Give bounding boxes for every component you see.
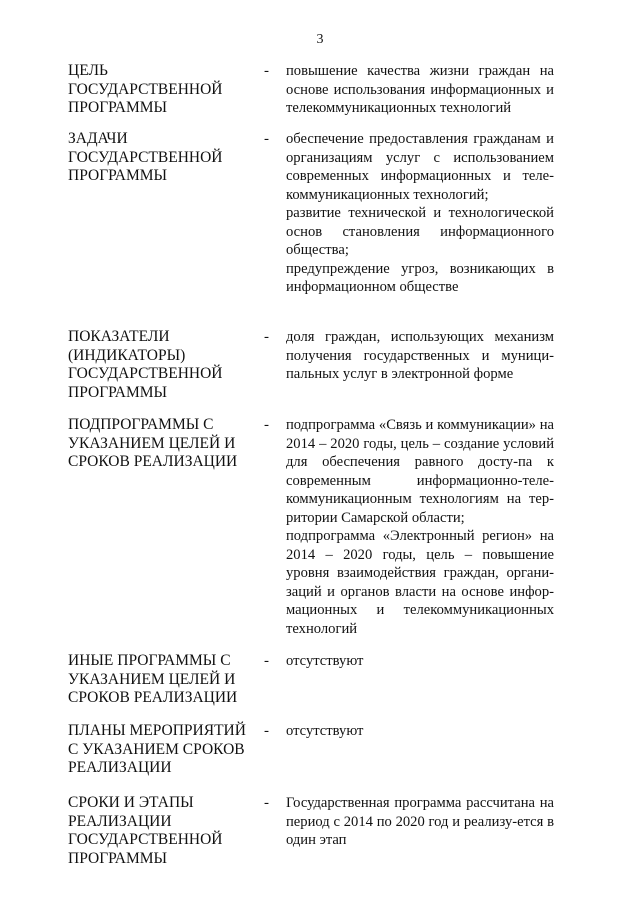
- section-paragraph: развитие технической и технологической основ становления информационного общества;: [286, 205, 554, 258]
- section-text: [286, 652, 554, 671]
- section-dash: -: [264, 723, 269, 739]
- section-text: [286, 416, 554, 638]
- section-paragraph: доля граждан, использующих механизм получения государственных и муници-пальных услуг в электронной форме: [286, 329, 554, 382]
- section-text: [286, 722, 554, 741]
- section-label: ПОКАЗАТЕЛИ (ИНДИКАТОРЫ) ГОСУДАРСТВЕННОЙ ПРОГРАММЫ: [68, 328, 223, 401]
- section-dash: -: [264, 417, 269, 433]
- section-label: ИНЫЕ ПРОГРАММЫ С УКАЗАНИЕМ ЦЕЛЕЙ И СРОКОВ РЕАЛИЗАЦИИ: [68, 652, 238, 706]
- section-text: [286, 62, 554, 118]
- section-label: ПЛАНЫ МЕРОПРИЯТИЙ С УКАЗАНИЕМ СРОКОВ РЕАЛИЗАЦИИ: [68, 722, 246, 776]
- section-paragraph: подпрограмма «Связь и коммуникации» на 2014 – 2020 годы, цель – создание условий для обеспечения равного досту-па к современным информационно-теле-коммуникационным технологиям на тер-ритории Самарской области;: [286, 417, 554, 526]
- section-dash: -: [264, 795, 269, 811]
- section-paragraph: предупреждение угроз, возникающих в информационном обществе: [286, 260, 554, 295]
- section-text: [286, 794, 554, 850]
- section-label: ПОДПРОГРАММЫ С УКАЗАНИЕМ ЦЕЛЕЙ И СРОКОВ РЕАЛИЗАЦИИ: [68, 416, 238, 470]
- section-paragraph: обеспечение предоставления гражданам и организациям услуг с использованием современных информационных и теле-коммуникационных технологий;: [286, 131, 554, 203]
- section-dash: -: [264, 63, 269, 79]
- section-text: [286, 130, 554, 297]
- section-paragraph: Государственная программа рассчитана на период с 2014 по 2020 год и реализу-ется в один этап: [286, 795, 554, 848]
- section-label: ЦЕЛЬ ГОСУДАРСТВЕННОЙ ПРОГРАММЫ: [68, 62, 223, 116]
- section-paragraph: отсутствуют: [286, 723, 364, 739]
- section-text: [286, 328, 554, 384]
- section-paragraph: отсутствуют: [286, 653, 364, 669]
- section-paragraph: повышение качества жизни граждан на основе использования информационных и телекоммуникационных технологий: [286, 63, 554, 116]
- section-dash: -: [264, 329, 269, 345]
- section-label: ЗАДАЧИ ГОСУДАРСТВЕННОЙ ПРОГРАММЫ: [68, 130, 223, 184]
- section-dash: -: [264, 653, 269, 669]
- section-paragraph: подпрограмма «Электронный регион» на 2014 – 2020 годы, цель – повышение уровня взаимодействия граждан, органи-заций и органов власти на основе инфор-мационных и телекоммуникационных технологий: [286, 528, 554, 637]
- section-label: СРОКИ И ЭТАПЫ РЕАЛИЗАЦИИ ГОСУДАРСТВЕННОЙ ПРОГРАММЫ: [68, 794, 223, 867]
- section-dash: -: [264, 131, 269, 147]
- page-number: 3: [316, 32, 324, 47]
